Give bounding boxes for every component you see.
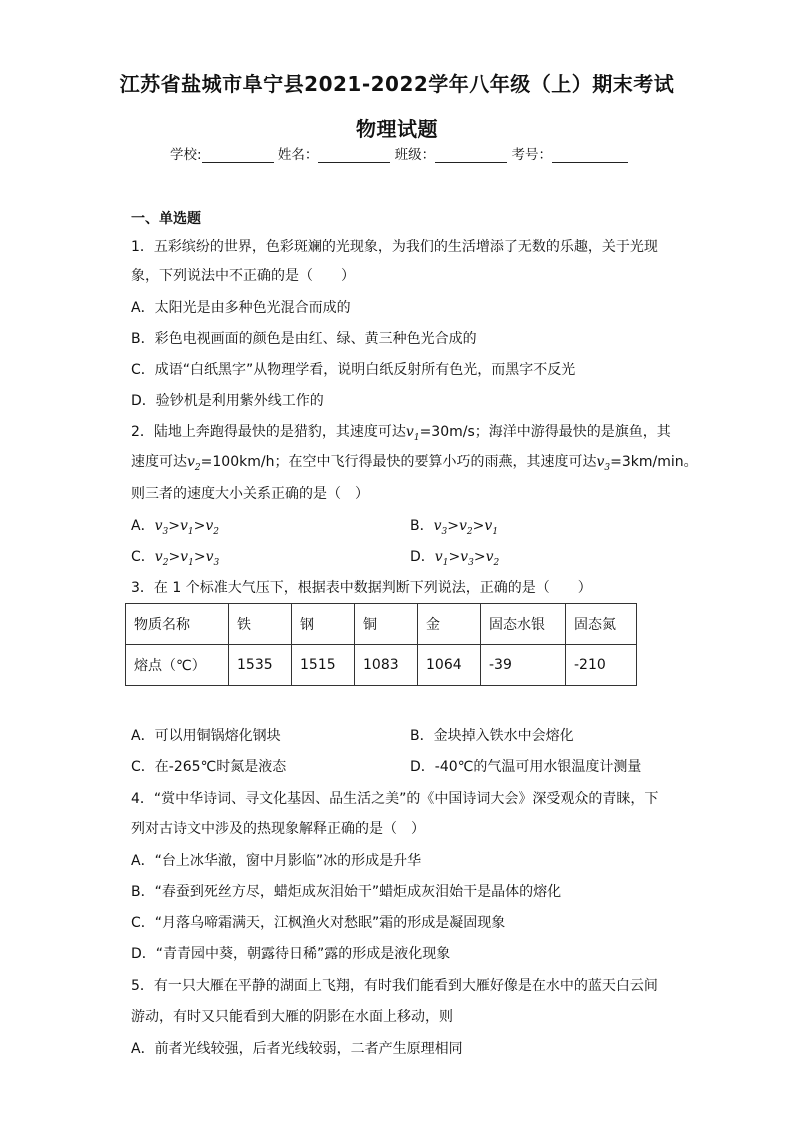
class-label: 班级： <box>394 147 436 163</box>
exam-subtitle: 物理试题 <box>356 117 438 141</box>
velocity-symbol: v <box>187 454 195 470</box>
greater-than: > <box>473 549 486 565</box>
subscript: 2 <box>162 557 169 568</box>
velocity-symbol: v <box>205 549 214 565</box>
velocity-symbol: v <box>460 549 469 565</box>
velocity-symbol: v <box>154 518 163 534</box>
table-cell: 1515 <box>292 645 355 686</box>
subscript: 2 <box>493 557 500 568</box>
subscript: 1 <box>442 557 449 568</box>
q4-option-d: D．“青青园中葵，朝露待日稀”露的形成是液化现象 <box>131 946 451 962</box>
table-cell: 铁 <box>229 604 292 645</box>
q3-option-a: A．可以用铜锅熔化钢块 <box>131 728 281 744</box>
greater-than: > <box>448 549 461 565</box>
table-cell: 物质名称 <box>126 604 229 645</box>
subscript: 1 <box>187 526 194 537</box>
exam-number-blank[interactable] <box>552 148 628 163</box>
q2-text-line3: 则三者的速度大小关系正确的是（ ） <box>131 486 369 502</box>
velocity-symbol: v <box>433 518 442 534</box>
q2-text-line1 <box>131 421 671 443</box>
subscript: 3 <box>162 526 169 537</box>
q4-option-b: B．“春蚕到死丝方尽，蜡炬成灰泪始干”蜡炬成灰泪始干是晶体的熔化 <box>131 884 562 900</box>
table-cell: 1064 <box>418 645 481 686</box>
q1-option-a: A．太阳光是由多种色光混合而成的 <box>131 300 351 316</box>
school-label: 学校: <box>170 147 202 163</box>
table-cell: 1083 <box>355 645 418 686</box>
q4-option-a: A．“台上冰华澈，窗中月影临”冰的形成是升华 <box>131 853 422 869</box>
name-label: 姓名： <box>277 147 319 163</box>
subscript: 2 <box>213 526 220 537</box>
q1-text-line1: 1．五彩缤纷的世界，色彩斑斓的光现象，为我们的生活增添了无数的乐趣，关于光现 <box>131 239 658 255</box>
table-header-row <box>126 604 637 645</box>
velocity-symbol: v <box>180 549 189 565</box>
subscript: 1 <box>492 526 499 537</box>
q2-line2-part2: =100km/h；在空中飞行得最快的要算小巧的雨燕，其速度可达 <box>200 454 597 470</box>
option-label: A． <box>131 518 155 534</box>
table-cell: 固态水银 <box>481 604 566 645</box>
q5-text-line1: 5．有一只大雁在平静的湖面上飞翔，有时我们能看到大雁好像是在水中的蓝天白云间 <box>131 978 658 994</box>
name-blank[interactable] <box>318 148 390 163</box>
subscript: 3 <box>604 462 611 473</box>
greater-than: > <box>168 518 180 534</box>
school-blank[interactable] <box>202 148 274 163</box>
q5-text-line2: 游动，有时又只能看到大雁的阴影在水面上移动，则 <box>131 1009 453 1025</box>
q5-option-a: A．前者光线较强，后者光线较弱，二者产生原理相同 <box>131 1041 463 1057</box>
velocity-symbol: v <box>205 518 214 534</box>
q1-option-b: B．彩色电视画面的颜色是由红、绿、黄三种色光合成的 <box>131 331 477 347</box>
q3-option-d: D．-40℃的气温可用水银温度计测量 <box>410 759 642 775</box>
subscript: 1 <box>188 557 194 568</box>
table-row <box>126 645 637 686</box>
q2-option-a <box>131 515 219 537</box>
subscript: 2 <box>194 462 201 473</box>
q3-option-c: C．在-265℃时氮是液态 <box>131 759 287 775</box>
velocity-symbol: v <box>459 518 467 534</box>
exam-number-label: 考号： <box>511 147 552 163</box>
melting-point-table <box>125 603 637 686</box>
q2-line2-part3: =3km/min。 <box>610 454 698 470</box>
q1-option-c: C．成语“白纸黑字”从物理学看，说明白纸反射所有色光，而黑字不反光 <box>131 362 576 378</box>
velocity-symbol: v <box>154 549 163 565</box>
subscript: 2 <box>466 526 473 537</box>
q3-option-b: B．金块掉入铁水中会熔化 <box>410 728 574 744</box>
option-label: D． <box>410 549 435 565</box>
q2-option-b <box>410 515 498 537</box>
q2-text-line2 <box>131 451 698 473</box>
velocity-symbol: v <box>485 549 494 565</box>
greater-than: > <box>193 549 206 565</box>
velocity-symbol: v <box>434 549 443 565</box>
q4-text-line1: 4．“赏中华诗词、寻文化基因、品生活之美”的《中国诗词大会》深受观众的青睐，下 <box>131 791 659 807</box>
q2-option-c <box>131 546 219 568</box>
option-label: C． <box>131 549 155 565</box>
q1-option-d: D．验钞机是利用紫外线工作的 <box>131 393 324 409</box>
class-blank[interactable] <box>435 148 507 163</box>
table-cell: -39 <box>481 645 566 686</box>
q3-text: 3．在 1 个标准大气压下，根据表中数据判断下列说法，正确的是（ ） <box>131 580 592 596</box>
table-cell: 金 <box>418 604 481 645</box>
q1-text-line2: 象，下列说法中不正确的是（ ） <box>131 268 355 284</box>
subscript: 3 <box>213 557 220 568</box>
table-cell: 钢 <box>292 604 355 645</box>
student-info-row <box>170 143 628 163</box>
q2-line2-part1: 速度可达 <box>131 454 187 470</box>
subscript: 1 <box>413 432 420 443</box>
greater-than: > <box>472 518 485 534</box>
table-cell: 固态氮 <box>566 604 637 645</box>
greater-than: > <box>168 549 181 565</box>
q2-option-d <box>410 546 499 568</box>
q4-text-line2: 列对古诗文中涉及的热现象解释正确的是（ ） <box>131 821 425 837</box>
table-cell: -210 <box>566 645 637 686</box>
subscript: 3 <box>441 526 448 537</box>
q2-line1-part1: 2．陆地上奔跑得最快的是猎豹，其速度可达 <box>131 424 406 440</box>
option-label: B． <box>410 518 434 534</box>
table-cell: 1535 <box>229 645 292 686</box>
subscript: 3 <box>468 557 474 568</box>
velocity-symbol: v <box>405 424 414 440</box>
table-cell: 熔点（℃） <box>126 645 229 686</box>
velocity-symbol: v <box>484 518 493 534</box>
table-cell: 铜 <box>355 604 418 645</box>
q2-line1-part2: =30m/s；海洋中游得最快的是旗鱼，其 <box>419 424 671 440</box>
greater-than: > <box>193 518 206 534</box>
velocity-symbol: v <box>179 518 188 534</box>
section-heading: 一、单选题 <box>131 211 201 227</box>
greater-than: > <box>447 518 459 534</box>
q4-option-c: C．“月落乌啼霜满天，江枫渔火对愁眠”霜的形成是凝固现象 <box>131 915 506 931</box>
exam-title: 江苏省盐城市阜宁县2021-2022学年八年级（上）期末考试 <box>119 72 675 96</box>
velocity-symbol: v <box>596 454 605 470</box>
